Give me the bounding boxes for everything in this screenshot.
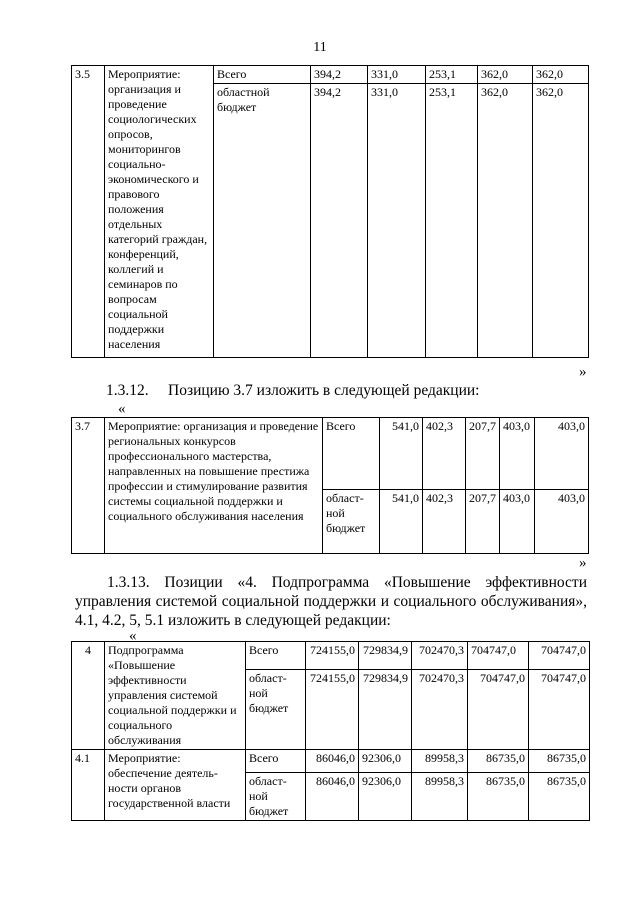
value-cell: 86735,0 <box>529 773 590 821</box>
table-row <box>72 750 590 773</box>
opening-quote: « <box>129 628 137 644</box>
row-name: Мероприятие: организация и проведение социологических опросов, мониторингов социально-экономического и правового положения отдельных категорий граждан, конференций, коллегий и семинаров по вопросам социальной поддержки населения <box>105 66 214 358</box>
value-cell: 704747,0 <box>529 642 590 670</box>
paragraph-1-3-13: 1.3.13. Позиции «4. Подпрограмма «Повышение эффективности управления системой социальной поддержки и социального обслуживания», 4.1, 4.2, 5, 5.1 изложить в следующей редакции: <box>75 574 587 629</box>
value-cell: 403,0 <box>535 418 589 490</box>
value-cell: 724155,0 <box>306 670 359 750</box>
row-code: 3.7 <box>72 418 105 554</box>
value-cell: 704747,0 <box>468 670 529 750</box>
value-cell: 403,0 <box>535 490 589 554</box>
value-cell: 86046,0 <box>306 750 359 773</box>
source-cell: областной бюджет <box>214 84 311 358</box>
value-cell: 402,3 <box>423 418 466 490</box>
row-name: Мероприятие: организация и проведение региональных конкурсов профессионального мастерства, направленных на повышение престижа профессии и стимулирование развития системы социальной поддержки и социального обслуживания населения <box>105 418 323 554</box>
value-cell: 92306,0 <box>359 750 412 773</box>
row-code: 4.1 <box>72 750 105 821</box>
value-cell: 403,0 <box>500 490 535 554</box>
source-cell: Всего <box>246 642 306 670</box>
table-item-3-5 <box>71 65 589 358</box>
value-cell: 253,1 <box>426 66 478 84</box>
value-cell: 729834,9 <box>359 670 412 750</box>
row-name: Подпрограмма «Повышение эффективности управления системой социальной поддержки и социального обслуживания <box>105 642 246 750</box>
value-cell: 541,0 <box>380 490 423 554</box>
value-cell: 362,0 <box>533 66 589 84</box>
closing-quote: » <box>579 555 587 571</box>
closing-quote: » <box>579 364 587 380</box>
source-cell: област-ной бюджет <box>246 670 306 750</box>
value-cell: 86735,0 <box>529 750 590 773</box>
source-cell: област-ной бюджет <box>323 490 380 554</box>
value-cell: 253,1 <box>426 84 478 358</box>
value-cell: 724155,0 <box>306 642 359 670</box>
value-cell: 394,2 <box>311 66 368 84</box>
paragraph-1-3-12: 1.3.12. Позицию 3.7 изложить в следующей редакции: <box>106 382 480 399</box>
value-cell: 207,7 <box>466 490 500 554</box>
value-cell: 702470,3 <box>412 670 468 750</box>
value-cell: 394,2 <box>311 84 368 358</box>
value-cell: 92306,0 <box>359 773 412 821</box>
table-row <box>72 642 590 670</box>
table-items-4 <box>71 641 590 821</box>
value-cell: 541,0 <box>380 418 423 490</box>
value-cell: 704747,0 <box>468 642 529 670</box>
value-cell: 362,0 <box>478 66 533 84</box>
value-cell: 89958,3 <box>412 773 468 821</box>
value-cell: 403,0 <box>500 418 535 490</box>
source-cell: Всего <box>246 750 306 773</box>
value-cell: 362,0 <box>478 84 533 358</box>
value-cell: 331,0 <box>368 66 426 84</box>
row-name: Мероприятие: обеспечение деятель-ности органов государственной власти <box>105 750 246 821</box>
value-cell: 86046,0 <box>306 773 359 821</box>
value-cell: 89958,3 <box>412 750 468 773</box>
value-cell: 86735,0 <box>468 750 529 773</box>
row-code: 3.5 <box>72 66 105 358</box>
value-cell: 331,0 <box>368 84 426 358</box>
source-cell: област-ной бюджет <box>246 773 306 821</box>
table-row <box>72 66 589 84</box>
table-item-3-7 <box>71 417 589 554</box>
page-number: 11 <box>313 40 327 55</box>
source-cell: Всего <box>214 66 311 84</box>
value-cell: 86735,0 <box>468 773 529 821</box>
source-cell: Всего <box>323 418 380 490</box>
value-cell: 729834,9 <box>359 642 412 670</box>
value-cell: 207,7 <box>466 418 500 490</box>
opening-quote: « <box>118 401 126 417</box>
row-code: 4 <box>72 642 105 750</box>
value-cell: 402,3 <box>423 490 466 554</box>
value-cell: 704747,0 <box>529 670 590 750</box>
value-cell: 702470,3 <box>412 642 468 670</box>
table-row <box>72 418 589 490</box>
value-cell: 362,0 <box>533 84 589 358</box>
